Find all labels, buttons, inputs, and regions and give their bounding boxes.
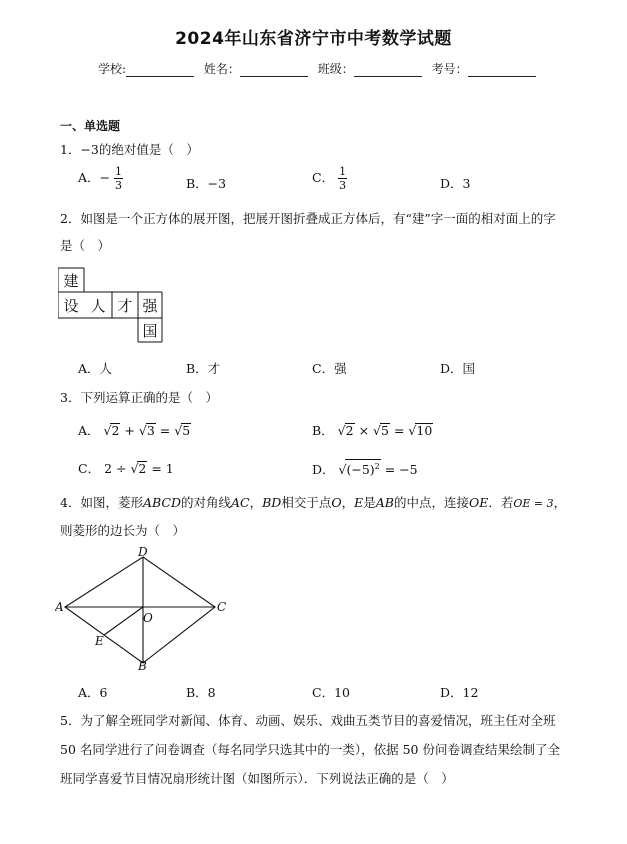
page-title: 2024年山东省济宁市中考数学试题 bbox=[175, 29, 452, 49]
q4-t17: ， bbox=[553, 495, 567, 510]
q4-t8: O bbox=[331, 495, 342, 510]
q3-option-a: A． √2 + √3 = √5 bbox=[78, 423, 191, 438]
q1-c-label: C． bbox=[312, 170, 335, 185]
q3-c-expr: 2 ÷ bbox=[104, 461, 131, 476]
q5-stem-line1: 5．为了解全班同学对新闻、体育、动画、娱乐、戏曲五类节目的喜爱情况，班主任对全班 bbox=[60, 713, 556, 728]
q4-t12: AB bbox=[375, 495, 394, 510]
q4-t15: ．若 bbox=[488, 495, 514, 510]
q4-t10: E bbox=[354, 495, 364, 510]
q1-c-fraction bbox=[338, 165, 347, 192]
q4-t16: OE = 3 bbox=[513, 497, 554, 510]
rhombus-figure bbox=[55, 543, 235, 673]
q3-c-rad: 2 bbox=[138, 461, 147, 476]
class-label: 班级： bbox=[317, 62, 354, 76]
q4-t1: 4．如图，菱形 bbox=[60, 495, 143, 510]
q1-c-num: 1 bbox=[339, 165, 347, 178]
point-o-label: O bbox=[143, 611, 153, 625]
q1-stem: 1．−3的绝对值是（ ） bbox=[60, 142, 199, 157]
q4-option-a: A．6 bbox=[78, 685, 108, 700]
q1-c-den: 3 bbox=[339, 179, 347, 192]
q4-t9: ， bbox=[341, 495, 355, 510]
q3-c-label: C． bbox=[78, 461, 101, 476]
q2-option-a: A．人 bbox=[78, 361, 113, 376]
q3-b-rad1: 2 bbox=[345, 423, 354, 438]
net-cell-cai: 才 bbox=[117, 296, 133, 315]
q1-option-c bbox=[312, 165, 347, 192]
net-cell-jian: 建 bbox=[63, 271, 79, 290]
rhombus-outline bbox=[65, 557, 215, 663]
q3-a-rad3: 5 bbox=[182, 423, 191, 438]
q4-t14: OE bbox=[469, 495, 489, 510]
student-info-line bbox=[98, 60, 542, 77]
q3-a-plus: + bbox=[124, 423, 135, 438]
q3-b-times: × bbox=[358, 423, 370, 438]
q3-a-eq: = bbox=[159, 423, 171, 438]
class-blank bbox=[354, 64, 422, 77]
q4-t3: 的对角线 bbox=[181, 495, 232, 510]
q3-a-label: A． bbox=[78, 423, 100, 438]
q3-d-radicand bbox=[345, 459, 380, 476]
net-cell-guo: 国 bbox=[142, 321, 158, 340]
q1-a-num: 1 bbox=[115, 165, 122, 178]
exam-no-blank bbox=[468, 64, 536, 77]
q3-d-rad: (−5) bbox=[346, 462, 375, 478]
exam-no-label: 考号： bbox=[431, 62, 468, 76]
q3-b-rad2: 5 bbox=[381, 423, 389, 438]
net-cell-qiang: 强 bbox=[142, 296, 158, 315]
q3-option-b: B． √2 × √5 = √10 bbox=[312, 423, 433, 438]
q4-t2: ABCD bbox=[142, 495, 181, 510]
q3-b-eq: = bbox=[393, 423, 405, 438]
point-d-label: D bbox=[138, 545, 148, 559]
school-blank bbox=[126, 64, 194, 77]
q2-stem-line1: 2．如图是一个正方体的展开图，把展开图折叠成正方体后，有“建”字一面的相对面上的字 bbox=[60, 211, 556, 226]
q4-stem-line1 bbox=[60, 493, 566, 511]
q3-a-rad1: 2 bbox=[111, 423, 120, 438]
q3-option-d: D． $√(-5)^2 = -5$ bbox=[312, 459, 418, 478]
q4-option-d: D．12 bbox=[440, 685, 479, 700]
q1-a-den: 3 bbox=[115, 179, 122, 192]
q3-d-label: D． bbox=[312, 462, 335, 478]
net-cell-she: 设 bbox=[63, 296, 79, 315]
q3-d-exp: 2 bbox=[374, 462, 380, 471]
q1-a-label: A． bbox=[78, 170, 100, 185]
q4-t7: 相交于点 bbox=[281, 495, 332, 510]
q2-stem-line2: 是（ ） bbox=[60, 238, 111, 253]
section-heading: 一、单选题 bbox=[60, 119, 121, 133]
q4-option-c: C．10 bbox=[312, 685, 350, 700]
q4-option-b: B．8 bbox=[186, 685, 216, 700]
q1-a-fraction bbox=[114, 165, 123, 192]
q3-stem: 3．下列运算正确的是（ ） bbox=[60, 390, 218, 405]
q4-stem-line2: 则菱形的边长为（ ） bbox=[60, 523, 186, 538]
q3-b-rad3: 10 bbox=[416, 423, 433, 438]
q3-b-label: B． bbox=[312, 423, 334, 438]
q5-stem-line2: 50 名同学进行了问卷调查（每名同学只选其中的一类），依据 50 份问卷调查结果绘制了全 bbox=[60, 742, 560, 757]
point-b-label: B bbox=[138, 659, 147, 673]
q1-option-b: B．−3 bbox=[186, 176, 227, 191]
q1-a-sign: − bbox=[99, 170, 111, 185]
q3-a-rad2: 3 bbox=[146, 423, 155, 438]
q3-d-eq: = −5 bbox=[380, 462, 418, 478]
q4-t5: ， bbox=[249, 495, 263, 510]
segment-oe bbox=[104, 607, 143, 635]
q4-t13: 的中点，连接 bbox=[393, 495, 469, 510]
school-label: 学校: bbox=[98, 62, 127, 76]
q4-t4: AC bbox=[231, 495, 250, 510]
q4-t6: BD bbox=[262, 495, 282, 510]
q3-option-c: C． 2 ÷ √2 = 1 bbox=[78, 461, 174, 476]
q2-option-d: D．国 bbox=[440, 361, 476, 376]
q2-option-c: C．强 bbox=[312, 361, 347, 376]
point-e-label: E bbox=[95, 634, 104, 648]
point-a-label: A bbox=[55, 600, 64, 614]
net-cell-ren: 人 bbox=[90, 296, 106, 315]
q1-option-a bbox=[78, 165, 123, 192]
point-c-label: C bbox=[217, 600, 227, 614]
name-blank bbox=[240, 64, 308, 77]
name-label: 姓名： bbox=[203, 62, 240, 76]
q1-option-d: D．3 bbox=[440, 176, 471, 191]
q5-stem-line3: 班同学喜爱节目情况扇形统计图（如图所示）．下列说法正确的是（ ） bbox=[60, 771, 454, 786]
q2-option-b: B．才 bbox=[186, 361, 221, 376]
q4-t11: 是 bbox=[363, 495, 376, 510]
q3-c-eq: = 1 bbox=[147, 461, 174, 476]
